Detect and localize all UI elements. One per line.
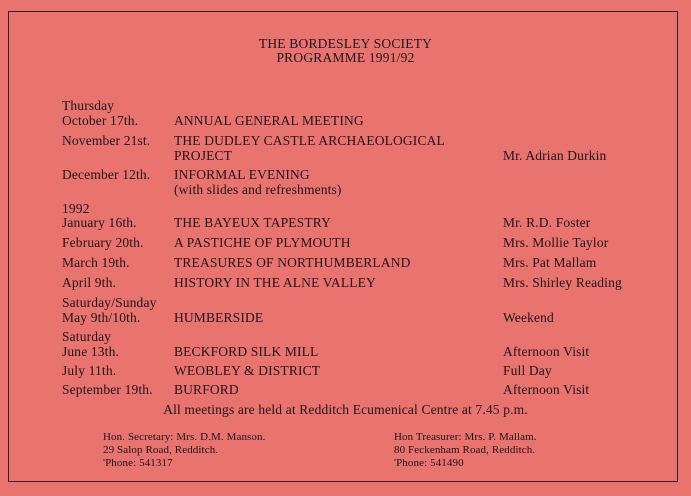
programme-title: PROGRAMME 1991/92 <box>276 50 415 65</box>
secretary-address: 29 Salop Road, Redditch. <box>103 444 219 456</box>
treasurer-name: Hon Treasurer: Mrs. P. Mallam. <box>394 431 537 443</box>
entry-event: BURFORD <box>174 382 239 397</box>
entry-event-continued: PROJECT <box>174 148 233 163</box>
entry-event-note: (with slides and refreshments) <box>174 182 342 197</box>
entry-event: A PASTICHE OF PLYMOUTH <box>174 235 351 250</box>
date-prefix: Thursday <box>62 98 115 113</box>
meeting-venue-note: All meetings are held at Redditch Ecumenical Centre at 7.45 p.m. <box>163 402 528 417</box>
entry-event: HUMBERSIDE <box>174 310 264 325</box>
entry-speaker: Afternoon Visit <box>503 344 590 359</box>
entry-speaker: Mrs. Pat Mallam <box>503 255 597 270</box>
entry-date: April 9th. <box>62 275 116 290</box>
entry-speaker: Mr. Adrian Durkin <box>503 148 607 163</box>
entry-date: July 11th. <box>62 363 117 378</box>
secretary-phone: 'Phone: 541317 <box>103 457 173 469</box>
entry-event: ANNUAL GENERAL MEETING <box>174 113 364 128</box>
entry-event: HISTORY IN THE ALNE VALLEY <box>174 275 376 290</box>
entry-speaker: Mrs. Shirley Reading <box>503 275 622 290</box>
entry-date: December 12th. <box>62 167 151 182</box>
entry-date: November 21st. <box>62 133 151 148</box>
entry-speaker: Weekend <box>503 310 554 325</box>
entry-date: September 19th. <box>62 382 153 397</box>
secretary-name: Hon. Secretary: Mrs. D.M. Manson. <box>103 431 266 443</box>
date-prefix: Saturday <box>62 329 112 344</box>
entry-speaker: Afternoon Visit <box>503 382 590 397</box>
entry-event: WEOBLEY & DISTRICT <box>174 363 321 378</box>
treasurer-address: 80 Feckenham Road, Redditch. <box>394 444 536 456</box>
date-prefix: 1992 <box>62 201 90 216</box>
entry-speaker: Mr. R.D. Foster <box>503 215 591 230</box>
entry-date: February 20th. <box>62 235 144 250</box>
entry-event: TREASURES OF NORTHUMBERLAND <box>174 255 411 270</box>
entry-date: March 19th. <box>62 255 130 270</box>
entry-speaker: Mrs. Mollie Taylor <box>503 235 609 250</box>
entry-speaker: Full Day <box>503 363 552 378</box>
treasurer-phone: 'Phone: 541490 <box>394 457 464 469</box>
entry-date: January 16th. <box>62 215 137 230</box>
entry-event: THE BAYEUX TAPESTRY <box>174 215 332 230</box>
entry-event: BECKFORD SILK MILL <box>174 344 319 359</box>
entry-event: INFORMAL EVENING <box>174 167 310 182</box>
entry-event: THE DUDLEY CASTLE ARCHAEOLOGICAL <box>174 133 445 148</box>
date-prefix: Saturday/Sunday <box>62 295 157 310</box>
entry-date: October 17th. <box>62 113 139 128</box>
society-title: THE BORDESLEY SOCIETY <box>258 36 433 51</box>
entry-date: May 9th/10th. <box>62 310 141 325</box>
entry-date: June 13th. <box>62 344 119 359</box>
